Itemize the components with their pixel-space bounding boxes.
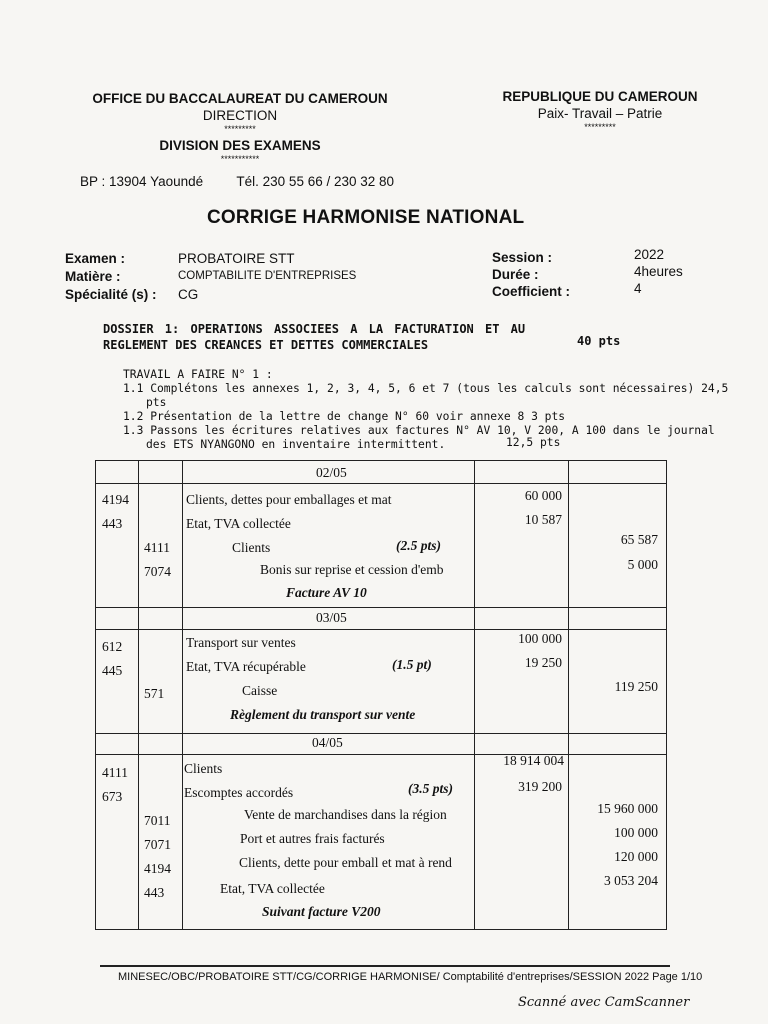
entry-date: 03/05 <box>316 610 347 625</box>
task-1-1: 1.1 Complétons les annexes 1, 2, 3, 4, 5, 6 et 7 (tous les calculs sont nécessaires) 24,5 <box>123 382 729 395</box>
entry-reference: Suivant facture V200 <box>262 904 381 919</box>
entry-label: Transport sur ventes <box>186 635 296 650</box>
account-number: 673 <box>102 789 123 804</box>
task-1-2: 1.2 Présentation de la lettre de change N° 60 voir annexe 8 3 pts <box>123 410 566 423</box>
col-divider-4 <box>568 461 569 929</box>
page-title: CORRIGE HARMONISE NATIONAL <box>207 207 525 228</box>
entry-date: 02/05 <box>316 465 347 480</box>
task-1-3: 1.3 Passons les écritures relatives aux factures N° AV 10, V 200, A 100 dans le journal <box>123 424 715 437</box>
entry-label: Etat, TVA récupérable <box>186 659 306 674</box>
phone-numbers: Tél. 230 55 66 / 230 32 80 <box>236 174 395 189</box>
task-heading: TRAVAIL A FAIRE N° 1 : <box>123 368 273 381</box>
credit-amount: 119 250 <box>614 679 658 694</box>
row-rule-4 <box>96 733 666 734</box>
matiere-value: COMPTABILITE D'ENTREPRISES <box>178 270 357 282</box>
dossier-line-2: REGLEMENT DES CREANCES ET DETTES COMMERCIALES <box>103 338 429 352</box>
entry-label: Clients <box>232 540 271 555</box>
account-number: 571 <box>144 686 165 701</box>
duree-label: Durée : <box>492 267 539 282</box>
entry-label: Etat, TVA collectée <box>220 881 325 896</box>
task-1-3-points: 12,5 pts <box>506 436 561 449</box>
entry-date: 04/05 <box>312 735 343 750</box>
account-number: 443 <box>102 516 123 531</box>
republic-title: REPUBLIQUE DU CAMEROUN <box>502 89 698 104</box>
credit-amount: 100 000 <box>614 825 658 840</box>
entry-label: Vente de marchandises dans la région <box>244 807 447 822</box>
specialite-value: CG <box>178 287 199 302</box>
account-number: 7011 <box>144 813 171 828</box>
col-divider-1 <box>138 461 139 929</box>
direction-label: DIRECTION <box>202 108 278 123</box>
account-number: 4194 <box>102 492 129 507</box>
entry-reference: Facture AV 10 <box>286 585 367 600</box>
credit-amount: 65 587 <box>620 532 658 547</box>
journal-table <box>95 460 667 930</box>
points-note: (2.5 pts) <box>396 538 441 553</box>
session-label: Session : <box>492 250 553 265</box>
credit-amount: 15 960 000 <box>597 801 658 816</box>
task-1-1-points: pts <box>146 396 167 409</box>
entry-label: Port et autres frais facturés <box>240 831 385 846</box>
examen-value: PROBATOIRE STT <box>178 251 295 266</box>
col-divider-2 <box>182 461 183 929</box>
stars-1: ********* <box>224 124 256 134</box>
credit-amount: 3 053 204 <box>604 873 658 888</box>
entry-label: Escomptes accordés <box>184 785 294 800</box>
header-right <box>480 88 720 132</box>
specialite-label: Spécialité (s) : <box>65 287 157 302</box>
credit-amount: 5 000 <box>627 557 658 572</box>
dossier-line-1: DOSSIER 1: OPERATIONS ASSOCIEES A LA FACTURATION ET AU <box>103 322 526 336</box>
motto: Paix- Travail – Patrie <box>537 106 663 121</box>
row-rule-5 <box>96 754 666 755</box>
duree-value: 4heures <box>634 264 683 279</box>
matiere-label: Matière : <box>65 269 121 284</box>
credit-amount: 120 000 <box>614 849 658 864</box>
entry-label: Clients <box>184 761 223 776</box>
points-note: (1.5 pt) <box>392 657 432 672</box>
account-number: 7071 <box>144 837 171 852</box>
entry-label: Etat, TVA collectée <box>186 516 291 531</box>
coefficient-value: 4 <box>634 281 642 296</box>
col-divider-3 <box>474 461 475 929</box>
stars-3: ********* <box>584 122 616 132</box>
row-rule-2 <box>96 607 666 608</box>
division-label: DIVISION DES EXAMENS <box>159 138 321 153</box>
stars-2: *********** <box>220 154 260 164</box>
footer-rule <box>100 965 670 967</box>
entry-reference: Règlement du transport sur vente <box>230 707 416 722</box>
task-1-3-cont: des ETS NYANGONO en inventaire intermittent. <box>146 438 446 451</box>
entry-label: Clients, dette pour emball et mat à rend <box>239 855 452 870</box>
account-number: 612 <box>102 639 123 654</box>
row-rule-1 <box>96 483 666 484</box>
account-number: 445 <box>102 663 123 678</box>
entry-label: Bonis sur reprise et cession d'emb <box>260 562 444 577</box>
dossier-heading <box>103 321 663 353</box>
dossier-points: 40 pts <box>577 334 621 348</box>
scanner-watermark: Scanné avec CamScanner <box>518 995 690 1010</box>
debit-amount: 10 587 <box>524 512 562 527</box>
account-number: 7074 <box>144 564 171 579</box>
account-number: 4111 <box>102 765 128 780</box>
debit-amount: 319 200 <box>518 779 562 794</box>
contact-line <box>80 174 394 189</box>
office-title: OFFICE DU BACCALAUREAT DU CAMEROUN <box>92 91 388 106</box>
account-number: 4194 <box>144 861 171 876</box>
debit-amount: 19 250 <box>524 655 562 670</box>
session-value: 2022 <box>634 247 665 262</box>
debit-amount: 100 000 <box>518 631 562 646</box>
entry-label: Caisse <box>242 683 278 698</box>
entry-label: Clients, dettes pour emballages et mat <box>186 492 392 507</box>
debit-amount: 60 000 <box>524 488 562 503</box>
header-left <box>70 90 410 164</box>
coefficient-label: Coefficient : <box>492 284 571 299</box>
points-note: (3.5 pts) <box>408 781 453 796</box>
account-number: 443 <box>144 885 165 900</box>
footer-text: MINESEC/OBC/PROBATOIRE STT/CG/CORRIGE HARMONISE/ Comptabilité d'entreprises/SESSION 2022 Page 1/10 <box>118 971 703 983</box>
debit-amount: 18 914 004 <box>503 753 564 768</box>
bp-address: BP : 13904 Yaoundé <box>80 174 204 189</box>
row-rule-3 <box>96 629 666 630</box>
account-number: 4111 <box>144 540 170 555</box>
examen-label: Examen : <box>65 251 126 266</box>
